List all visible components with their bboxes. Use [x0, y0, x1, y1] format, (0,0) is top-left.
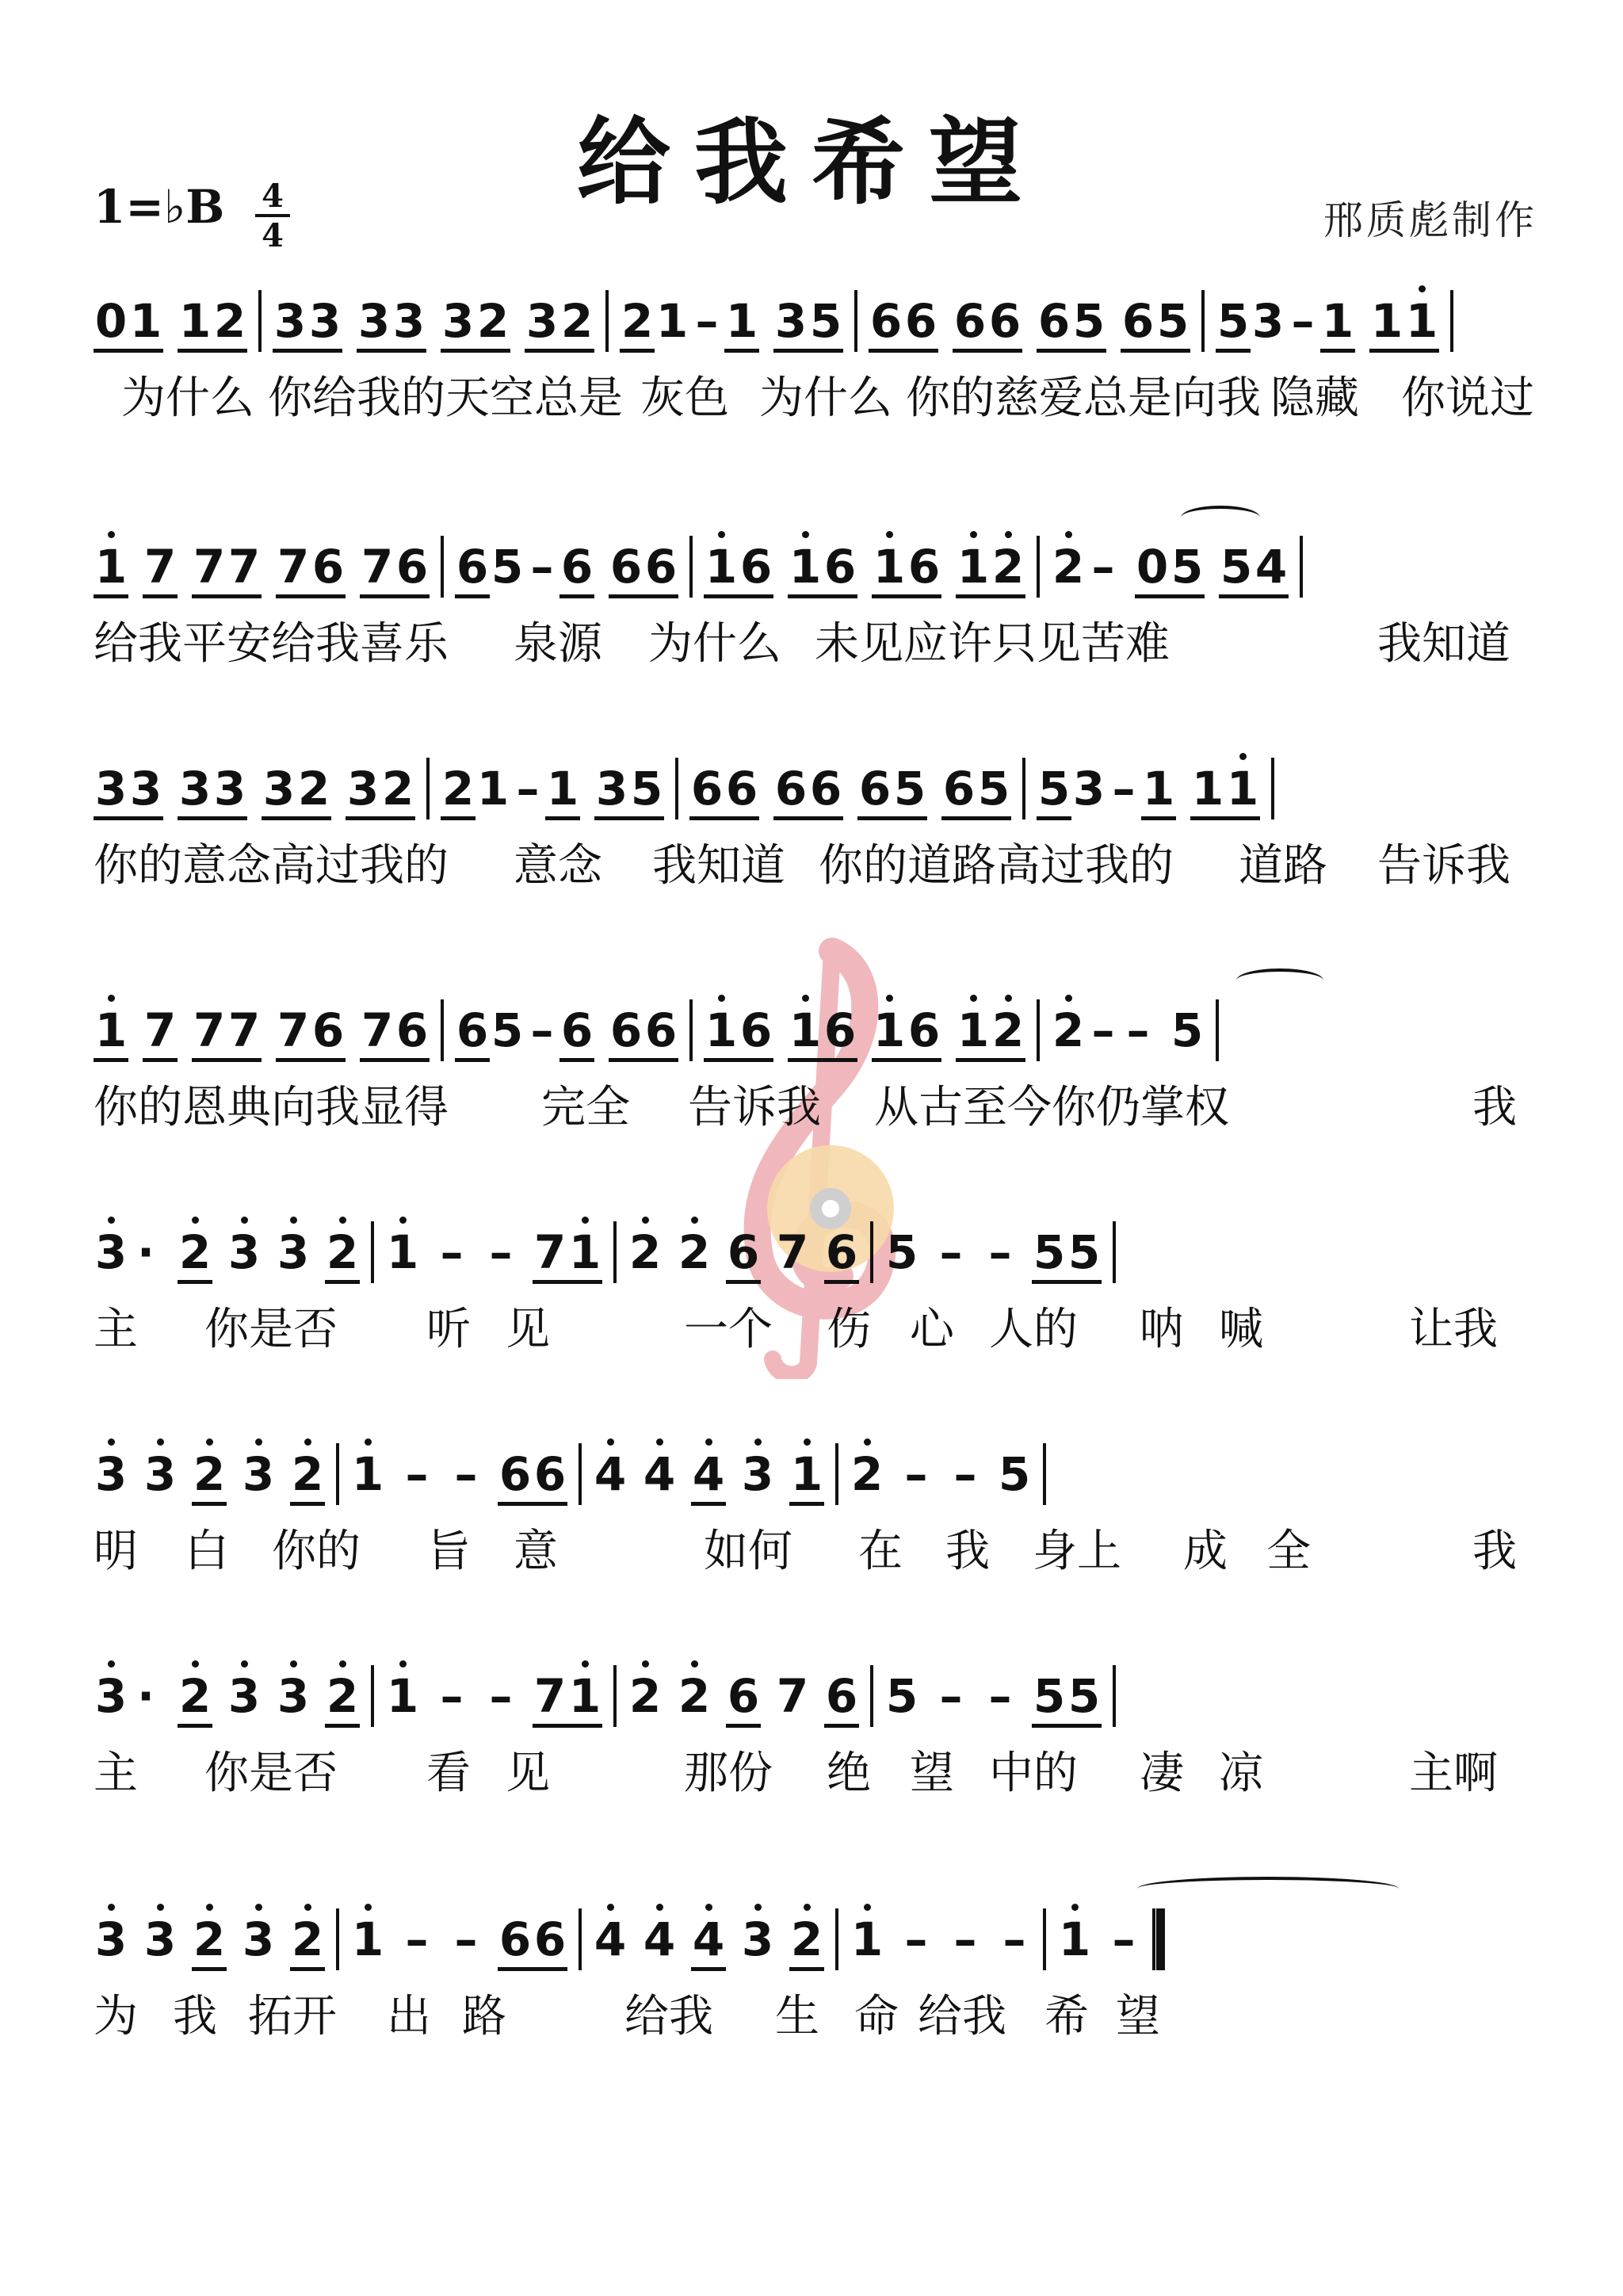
bar-line [613, 1665, 617, 1727]
bar-line [675, 758, 678, 819]
bar-line [336, 1908, 339, 1970]
bar-line [854, 290, 857, 352]
bar-line [371, 1221, 374, 1283]
time-signature [255, 178, 290, 254]
bar-line [1113, 1665, 1116, 1727]
bar-line [1022, 758, 1025, 819]
key-signature: 1=♭B [94, 180, 225, 234]
bar-line [579, 1443, 582, 1505]
bar-line [689, 999, 693, 1061]
bar-line [605, 290, 609, 352]
bar-line [1300, 536, 1303, 598]
lyrics-line-5: 主 你是否 听 见 一个 伤 心 人的 呐 喊 让我 [94, 1304, 1498, 1355]
notation-line-3: 3 3 3 3 3 2 3 2 2 1 – 1 3 5 6 6 6 6 6 5 6 5 5 3 – 1 1 1 [94, 761, 1536, 816]
bar-line [1271, 758, 1274, 819]
lyrics-line-7: 主 你是否 看 见 那份 绝 望 中的 凄 凉 主啊 [94, 1748, 1498, 1799]
bar-line [1037, 536, 1040, 598]
bar-line [1216, 999, 1219, 1061]
lyrics-line-4: 你的恩典向我显得 完全 告诉我 从古至今你仍掌权 我 [94, 1082, 1517, 1133]
time-signature-denominator: 4 [262, 217, 284, 254]
bar-line [258, 290, 262, 352]
maker-credit: 邢质彪制作 [1323, 197, 1537, 243]
bar-line [613, 1221, 617, 1283]
bar-line [1450, 290, 1453, 352]
beat-group: 1 2 [178, 293, 247, 353]
lyrics-line-1: 为什么 你给我的天空总是 灰色 为什么 你的慈爱总是向我 隐藏 你说过 [121, 372, 1534, 424]
bar-line [336, 1443, 339, 1505]
tie-mark [1181, 506, 1260, 529]
notation-line-6: 3 3 2 3 2 1 – – 6 6 4 4 4 3 1 2 – – 5 [94, 1446, 1536, 1502]
notation-line-7: 3 · 2 3 3 2 1 – – 7 1 2 2 6 7 6 5 – – 5 5 [94, 1668, 1536, 1724]
lyrics-line-2: 给我平安给我喜乐 泉源 为什么 未见应许只见苦难 我知道 [94, 618, 1510, 670]
bar-line [689, 536, 693, 598]
bar-line [1113, 1221, 1116, 1283]
bar-line [1043, 1908, 1046, 1970]
bar-line [835, 1908, 838, 1970]
lyrics-line-3: 你的意念高过我的 意念 我知道 你的道路高过我的 道路 告诉我 [94, 840, 1510, 892]
final-bar-line [1152, 1908, 1165, 1970]
bar-line [870, 1665, 873, 1727]
bar-line [835, 1443, 838, 1505]
bar-line [870, 1221, 873, 1283]
bar-line [579, 1908, 582, 1970]
notation-line-5: 3 · 2 3 3 2 1 – – 7 1 2 2 6 7 6 5 – – 5 5 [94, 1224, 1536, 1280]
tie-mark [1236, 968, 1323, 992]
bar-line [1043, 1443, 1046, 1505]
bar-line [441, 999, 444, 1061]
bar-line [426, 758, 430, 819]
notation-line-4: 1 7 7 7 7 6 7 6 6 5 – 6 6 6 1 6 1 6 1 6 1 2 2 – – 5 [94, 1003, 1536, 1058]
bar-line [441, 536, 444, 598]
notation-line-1: 0 1 1 2 3 3 3 3 3 2 3 2 2 1 – 1 3 5 6 6 6 6 6 5 6 5 5 3 – 1 1 1 [94, 293, 1536, 349]
beat-group: 0 1 [94, 293, 163, 353]
notation-line-8: 3 3 2 3 2 1 – – 6 6 4 4 4 3 2 1 – – – 1 – [94, 1912, 1536, 1967]
notation-line-2: 1 7 7 7 7 6 7 6 6 5 – 6 6 6 1 6 1 6 1 6 1 2 2 – 0 5 5 4 [94, 539, 1536, 594]
tie-mark [1137, 1877, 1399, 1901]
bar-line [371, 1665, 374, 1727]
time-signature-numerator: 4 [255, 181, 290, 217]
bar-line [1037, 999, 1040, 1061]
lyrics-line-6: 明 白 你的 旨 意 如何 在 我 身上 成 全 我 [94, 1526, 1517, 1577]
bar-line [1201, 290, 1205, 352]
score-title: 给我希望 [576, 107, 1046, 217]
lyrics-line-8: 为 我 拓开 出 路 给我 生 命 给我 希 望 [94, 1991, 1160, 2042]
